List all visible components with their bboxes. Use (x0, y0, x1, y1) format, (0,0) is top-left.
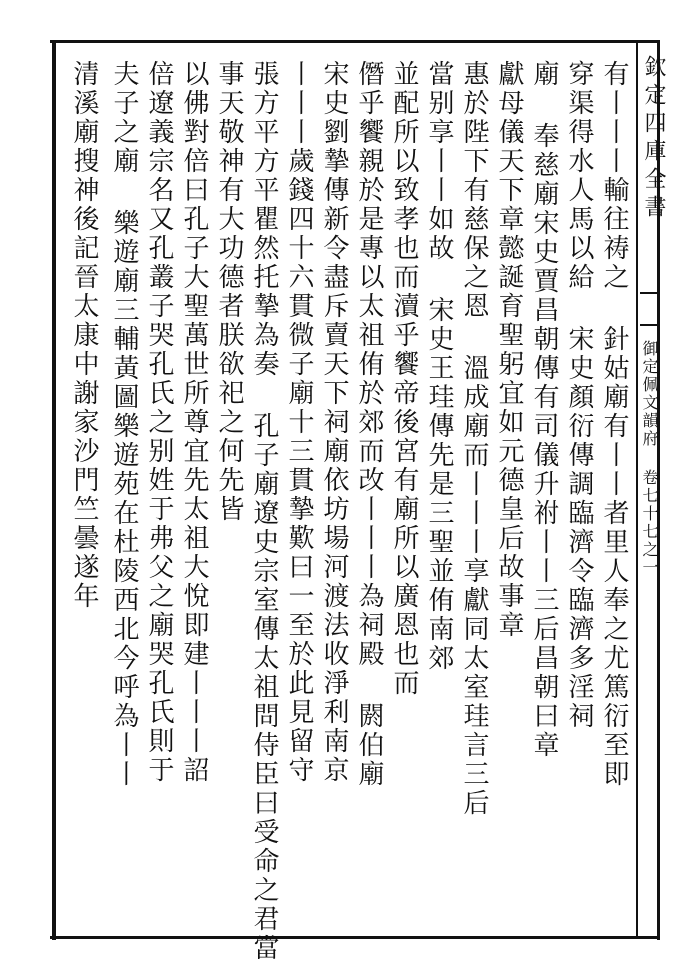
text-column-15: 夫子之廟 樂遊廟三輔黃圖樂遊苑在杜陵西北今呼為丨丨 (109, 60, 139, 789)
frame-top-border (50, 40, 660, 43)
text-column-13: 以佛對倍曰孔子大聖萬世所尊宜先太祖大悅即建丨丨丨詔 (179, 60, 209, 785)
text-column-5: 惠於陛下有慈保之恩 溫成廟而丨丨丨享獻同太室珪言三后 (459, 60, 489, 818)
frame-bottom-border (50, 936, 660, 939)
text-column-9: 宋史劉摯傳新令盡斥賣天下祠廟依坊場河渡法收淨利南京 (319, 60, 349, 785)
text-column-16: 清溪廟搜神後記晉太康中謝家沙門竺曇遂年 (69, 60, 99, 611)
text-column-2: 穿渠得水人馬以給 宋史顏衍傳調臨濟令臨濟多淫祠 (564, 60, 594, 731)
text-column-14: 倍遼義宗名又孔叢子哭孔氏之别姓于弗父之廟哭孔氏則于 (144, 60, 174, 785)
book-title: 欽定四庫全書 (641, 55, 666, 223)
text-column-8: 僭乎饗親於是專以太祖侑於郊而改丨丨丨為祠殿 閼伯廟 (354, 60, 384, 789)
text-column-1: 有丨丨丨輸往祷之 針姑廟有丨丨者里人奉之尤篤衍至即 (599, 60, 629, 789)
text-column-4: 獻母儀天下章懿誕育聖躬宜如元德皇后故事章 (494, 60, 524, 640)
fold-fishtail-mark (640, 292, 658, 326)
text-column-3: 廟 奉慈廟宋史賈昌朝傳有司儀升祔丨丨三后昌朝曰章 (529, 60, 559, 760)
text-column-6: 當别享丨丨如故 宋史王珪傳先是三聖並侑南郊 (424, 60, 454, 673)
volume-label: 御定佩文韻府 卷七十七之一 (640, 340, 659, 577)
text-column-12: 事天敬神有大功德者朕欲祀之何先皆 (214, 60, 244, 524)
text-column-10: 丨丨丨歲錢四十六貫微子廟十三貫摯歎曰一至於此見留守 (284, 60, 314, 785)
text-column-7: 並配所以致孝也而瀆乎饗帝後宮有廟所以廣恩也而 (389, 60, 419, 698)
text-column-11: 張方平方平瞿然托摯為奏 孔子廟遼史宗室傳太祖問侍臣曰受命之君當 (249, 60, 279, 963)
frame-left-border (52, 40, 56, 940)
